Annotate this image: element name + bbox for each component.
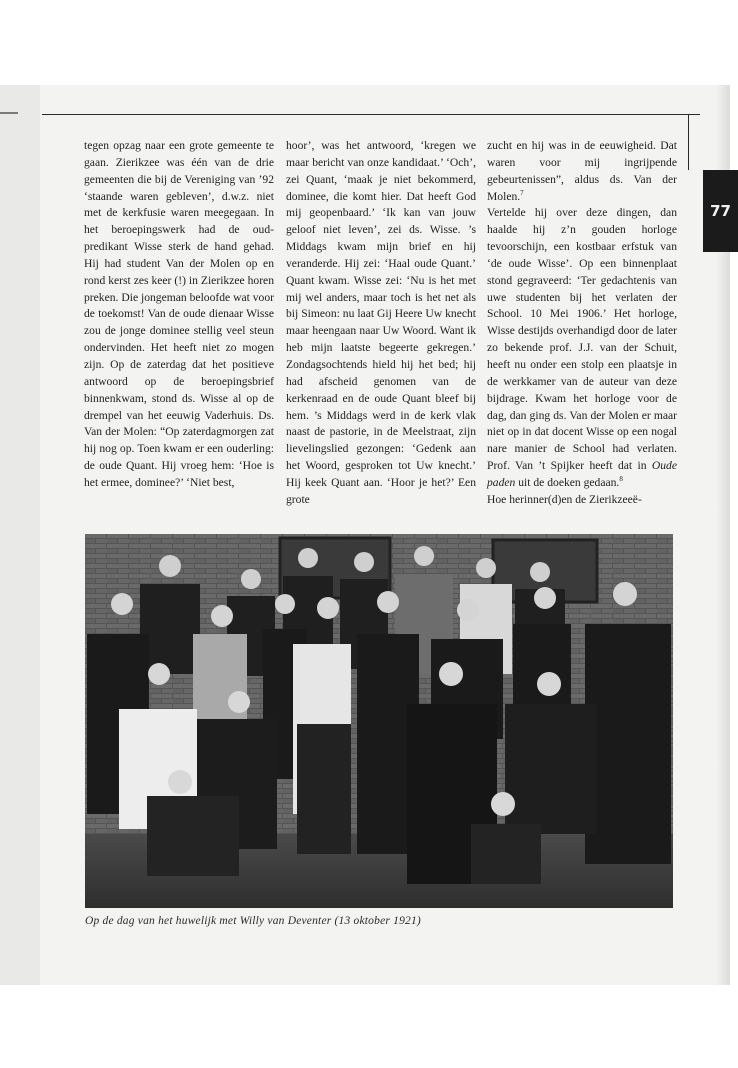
- text-column-2: [286, 138, 476, 509]
- footnote-ref[interactable]: 8: [619, 475, 623, 484]
- paragraph: Hoe herinner(d)en de Zierikzeeë-: [487, 492, 642, 506]
- paragraph: [487, 205, 677, 491]
- scan-edge-line: [0, 112, 18, 114]
- paragraph-text: uit de doeken gedaan.: [515, 475, 620, 489]
- page-number: 77: [710, 202, 731, 220]
- paragraph: hoor’, was het antwoord, ‘kregen we maar bericht van onze kandidaat.’ ‘Och’, zei Quant, ‘maak je niet bekommerd, dominee, die komt hier. Dat heeft God mij geopenbaard.’ ‘Ik kan van jouw geloof niet leven’, zei ds. Wisse. ’s Middags kwam mijn brief en hij veranderde. Hij zei: ‘Haal oude Quant.’ Quant kwam. Wisse zei: ‘Nu is het met mij wel anders, maar toch is het net als bij Simeon: nu laat Gij Heere Uw knecht maar heengaan naar Uw Woord. Want ik heb mijn laatste begeerte gekregen.’ Zondagsochtends hield hij het bed; hij had afscheid genomen van de kerkenraad en de oude Quant bleef bij hem. ’s Middags werd in de kerk vlak naast de pastorie, in de Meelstraat, zijn lievelingslied gezongen: ‘Gedenk aan het Woord, gesproken tot Uw knecht.’ Hij keek Quant aan. ‘Hoor je het?’ Een grote: [286, 139, 476, 506]
- footnote-ref[interactable]: 7: [520, 188, 524, 197]
- book-title: Oude paden: [487, 459, 677, 489]
- page-number-tab: [703, 170, 738, 252]
- paragraph: [487, 138, 677, 205]
- text-column-1: [84, 138, 274, 492]
- photo-illustration: [85, 534, 673, 908]
- tab-connector-line: [688, 114, 689, 170]
- photo-caption: Op de dag van het huwelijk met Willy van Deventer (13 oktober 1921): [85, 915, 421, 927]
- scan-margin: [0, 85, 40, 985]
- paragraph-text: zucht en hij was in de eeuwigheid. Dat waren voor mij ingrijpende gebeurtenissen”, aldus ds. Van der Molen.: [487, 139, 677, 203]
- paragraph-text: Vertelde hij over deze dingen, dan haalde hij z’n gouden horloge tevoorschijn, een kostbaar erfstuk van ‘de oude Wisse’. Op een binnenplaat stond gegraveerd: ‘Ter gedachtenis van uwe studenten bij het verlaten der School. 10 Mei 1906.’ Het horloge, Wisse destijds overhandigd door de later zo bekende prof. J.J. van der Schuit, heeft nu onder een stolp een plaatsje in de werkkamer van de auteur van deze bijdrage. Kwam het horloge voor de dag, dan ging ds. Van der Molen er maar niet op in dat docent Wisse op een nogal nare manier de School had verlaten. Prof. Van ’t Spijker heeft dat in: [487, 206, 677, 473]
- header-rule: [42, 114, 700, 115]
- wedding-group-photo: [85, 534, 673, 908]
- text-column-3: [487, 138, 677, 509]
- paragraph: tegen opzag naar een grote gemeente te gaan. Zierikzee was één van de drie gemeenten die bij de Vereniging van ’92 ‘staande waren gebleven’, d.w.z. niet met de kerkfusie waren meegegaan. In het beroepingswerk had de oud-predikant Wisse sterk de hand gehad. Hij had student Van der Molen op en rond kerst zes keer (!) in Zierikzee horen preken. Die jongeman beloofde wat voor de toekomst! Van de oude dienaar Wisse zou de jonge dominee stellig veel steun ondervinden. Het heeft niet zo mogen zijn. Op de zaterdag dat het positieve antwoord op de beroepingsbrief binnenkwam, stond ds. Wisse al op de drempel van het eeuwig Vaderhuis. Ds. Van der Molen: “Op zaterdagmorgen zat hij nog op. Toen kwam er een ouderling: de oude Quant. Hij vroeg hem: ‘Hoe is het ermee, dominee?’ ‘Niet best,: [84, 139, 274, 489]
